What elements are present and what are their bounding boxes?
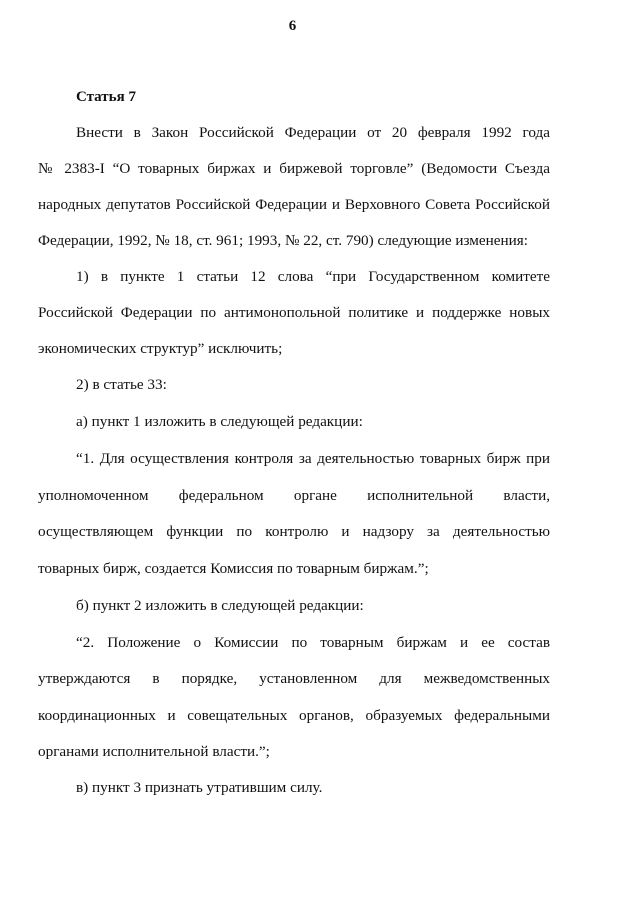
article-heading: Статья 7 <box>76 89 136 105</box>
paragraph-line: народных депутатов Российской Федерации и Верховного Совета Российской <box>38 196 550 213</box>
paragraph-line: № 2383-I “О товарных биржах и биржевой торговле” (Ведомости Съезда <box>38 160 550 177</box>
paragraph-line: товарных бирж, создается Комиссия по товарным биржам.”; <box>38 560 429 577</box>
page-number: 6 <box>288 18 297 34</box>
paragraph-line: утверждаются в порядке, установленном для межведомственных <box>38 670 550 687</box>
paragraph-line: Внести в Закон Российской Федерации от 20 февраля 1992 года <box>76 124 550 141</box>
paragraph-line: Российской Федерации по антимонопольной политике и поддержке новых <box>38 304 550 321</box>
paragraph-line: координационных и совещательных органов, образуемых федеральными <box>38 707 550 724</box>
paragraph-line: уполномоченном федеральном органе исполнительной власти, <box>38 487 550 504</box>
paragraph-line: органами исполнительной власти.”; <box>38 743 270 760</box>
paragraph-line: осуществляющем функции по контролю и надзору за деятельностью <box>38 523 550 540</box>
paragraph-line: 1) в пункте 1 статьи 12 слова “при Государственном комитете <box>76 268 550 285</box>
paragraph-line: экономических структур” исключить; <box>38 340 283 357</box>
paragraph-line: Федерации, 1992, № 18, ст. 961; 1993, № 22, ст. 790) следующие изменения: <box>38 232 528 249</box>
paragraph-line: 2) в статье 33: <box>76 376 167 393</box>
paragraph-line: а) пункт 1 изложить в следующей редакции: <box>76 413 363 430</box>
paragraph-line: б) пункт 2 изложить в следующей редакции: <box>76 597 364 614</box>
paragraph-line: “1. Для осуществления контроля за деятельностью товарных бирж при <box>76 450 550 467</box>
paragraph-line: в) пункт 3 признать утратившим силу. <box>76 779 323 796</box>
paragraph-line: “2. Положение о Комиссии по товарным биржам и ее состав <box>76 634 550 651</box>
